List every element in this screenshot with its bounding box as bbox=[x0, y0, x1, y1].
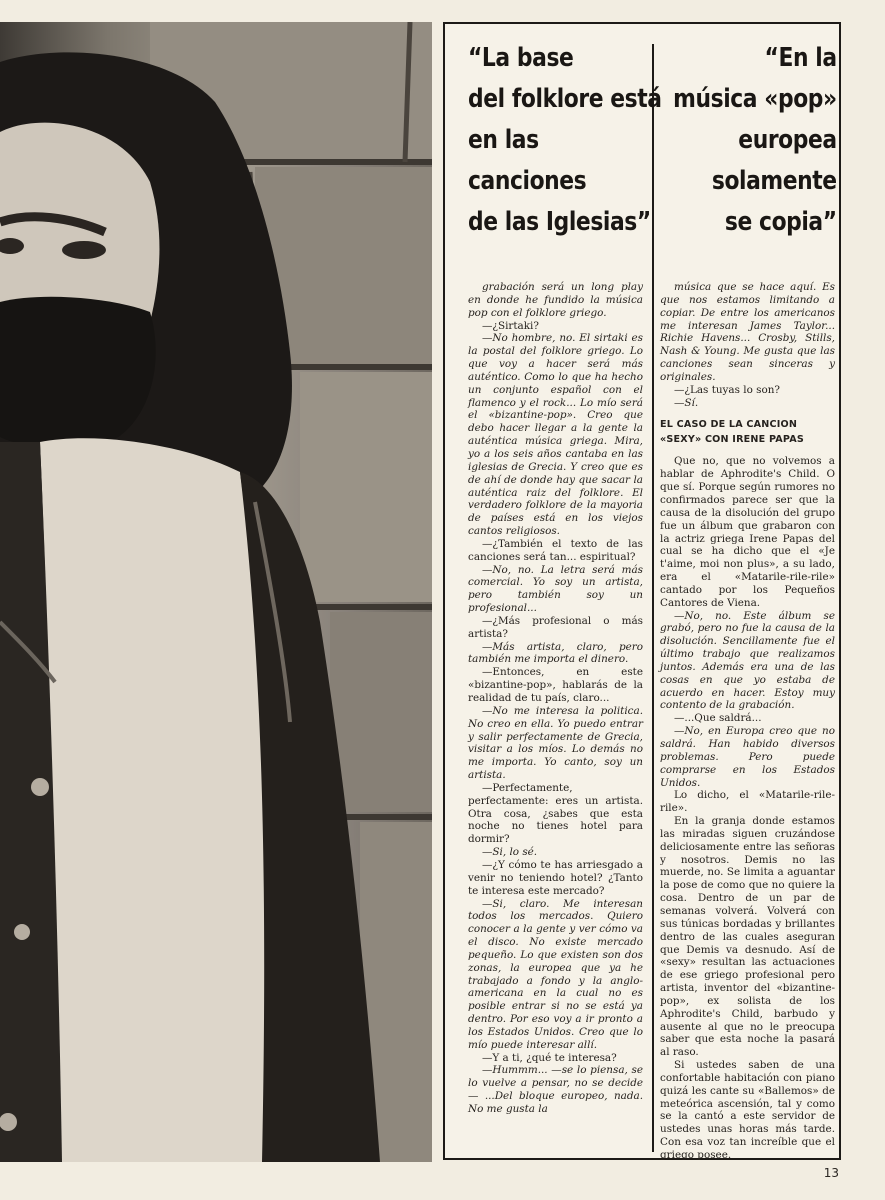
headline-left-line: en las bbox=[468, 125, 539, 155]
paragraph: —¿Las tuyas lo son? bbox=[674, 383, 780, 396]
column-right-body bbox=[660, 455, 835, 1161]
paragraph: —Y a ti, ¿qué te interesa? bbox=[482, 1051, 617, 1064]
paragraph: —No, no. Este álbum se grabó, pero no fue la causa de la disolución. Sencillamente fue el último trabajo que realizamos juntos. Además era una de las cosas en que yo estaba de acuerdo en hacer. Estoy muy contento de la grabación. bbox=[660, 609, 835, 712]
portrait-illustration bbox=[0, 22, 432, 1162]
paragraph: —Hummm... —se lo piensa, se lo vuelve a pensar, no se decide— ...Del bloque europeo, nada. No me gusta la bbox=[468, 1064, 643, 1115]
paragraph: —Sí. bbox=[674, 396, 699, 409]
section-heading-line: «SEXY» CON IRENE PAPAS bbox=[660, 434, 805, 446]
headline-right-line: “En la bbox=[764, 43, 837, 73]
headline-right-line: música «pop» bbox=[673, 84, 837, 114]
article-column-left bbox=[468, 281, 643, 1116]
paragraph: Que no, que no volvemos a hablar de Aphrodite's Child. O que sí. Porque según rumores no confirmados parece ser que la causa de la disolución del grupo fue un álbum que grabaron con la actriz griega Irene Papas del cual se ha dicho que el «Je t'aime, moi non plus», a su lado, era el «Matarile-rile-rile» cantado por los Pequeños Cantores de Viena. bbox=[660, 455, 835, 609]
headline-left-line: canciones bbox=[468, 166, 587, 196]
paragraph: —Si, claro. Me interesan todos los mercados. Quiero conocer a la gente y ver cómo va el disco. No existe mercado pequeño. Lo que existen son dos zonas, la europea que ya he trabajado a fondo y la anglo-americana en la cual no es posible entrar si no se está ya dentro. Por eso voy a ir pronto a los Estados Unidos. Creo que lo mío puede interesar allí. bbox=[468, 897, 643, 1051]
headline-right bbox=[673, 38, 837, 243]
paragraph: —No, en Europa creo que no saldrá. Han habido diversos problemas. Pero puede comprarse en los Estados Unidos. bbox=[660, 725, 835, 789]
headline-right-line: solamente bbox=[712, 166, 837, 196]
headline-left-line: del folklore está bbox=[468, 84, 662, 114]
portrait-photo bbox=[0, 22, 432, 1162]
paragraph: —Si, lo sé. bbox=[482, 846, 538, 859]
paragraph: —¿Sirtaki? bbox=[482, 319, 539, 332]
column-right-intro bbox=[660, 281, 835, 409]
section-heading bbox=[660, 417, 835, 447]
paragraph: En la granja donde estamos las miradas siguen cruzándose deliciosamente entre las señoras y nosotros. Demis no las muerde, no. Se limita a aguantar la pose de como que no quiere la cosa. Dentro de un par de semanas volverá. Volverá con sus túnicas bordadas y brillantes dentro de las cuales aseguran que Demis va desnudo. Así de «sexy» resultan las actuaciones de ese griego profesional pero artista, inventor del «bizantine-pop», ex solista de los Aphrodite's Child, barbudo y ausente al que no le preocupa saber que esta noche la pasará al raso. bbox=[660, 815, 835, 1059]
paragraph: —¿También el texto de las canciones será tan... espiritual? bbox=[468, 537, 643, 563]
page-number: 13 bbox=[823, 1166, 839, 1180]
section-heading-line: EL CASO DE LA CANCION bbox=[660, 419, 798, 431]
headline-left-line: de las Iglesias” bbox=[468, 207, 651, 237]
paragraph: —Perfectamente, perfectamente: eres un artista. Otra cosa, ¿sabes que esta noche no tienes hotel para dormir? bbox=[468, 781, 643, 846]
paragraph: —¿Y cómo te has arriesgado a venir no teniendo hotel? ¿Tanto te interesa este mercado? bbox=[468, 858, 643, 897]
paragraph: Lo dicho, el «Matarile-rile-rile». bbox=[660, 789, 835, 815]
headline-right-line: se copia” bbox=[725, 207, 837, 237]
headline-left-line: “La base bbox=[468, 43, 574, 73]
paragraph: —¿Más profesional o más artista? bbox=[468, 614, 643, 640]
paragraph: Si ustedes saben de una confortable habitación con piano quizá les cante su «Ballemos» de meteórica ascensión, tal y como se la cantó a este servidor de ustedes unas horas más tarde. Con esa voz tan increíble que el griego posee. bbox=[660, 1059, 835, 1161]
paragraph: —Entonces, en este «bizantine-pop», hablarás de la realidad de tu país, claro... bbox=[468, 666, 643, 704]
article-column-right bbox=[660, 281, 835, 1162]
headline-right-line: europea bbox=[738, 125, 837, 155]
paragraph: —...Que saldrá... bbox=[674, 712, 762, 725]
paragraph: —No hombre, no. El sirtaki es la postal del folklore griego. Lo que voy a hacer será más auténtico. Como lo que ha hecho un conjunto español con el flamenco y el rock... Lo mío será el «bizantine-pop». Creo que debo hacer llegar a la gente la auténtica música griega. Mira, yo a los seis años cantaba en las iglesias de Grecia. Y creo que es de ahí de donde hay que sacar la auténtica raiz del folklore. El verdadero folklore de la mayoria de países está en los viejos cantos religiosos. bbox=[468, 332, 643, 538]
paragraph: —No me interesa la politica. No creo en ella. Yo puedo entrar y salir perfectamente de Grecia, visitar a los míos. Lo demás no me importa. Yo canto, soy un artista. bbox=[468, 704, 643, 782]
headline-left bbox=[468, 38, 662, 243]
paragraph: —Más artista, claro, pero también me importa el dinero. bbox=[468, 640, 643, 666]
paragraph: —No, no. La letra será más comercial. Yo soy un artista, pero también soy un profesional... bbox=[468, 563, 643, 615]
paragraph: música que se hace aquí. Es que nos estamos limitando a copiar. De entre los americanos me interesan James Taylor... Richie Havens... Crosby, Stills, Nash & Young. Me gusta que las canciones sean sinceras y originales. bbox=[660, 281, 835, 383]
paragraph: grabación será un long play en donde he fundido la música pop con el folklore griego. bbox=[468, 281, 643, 319]
